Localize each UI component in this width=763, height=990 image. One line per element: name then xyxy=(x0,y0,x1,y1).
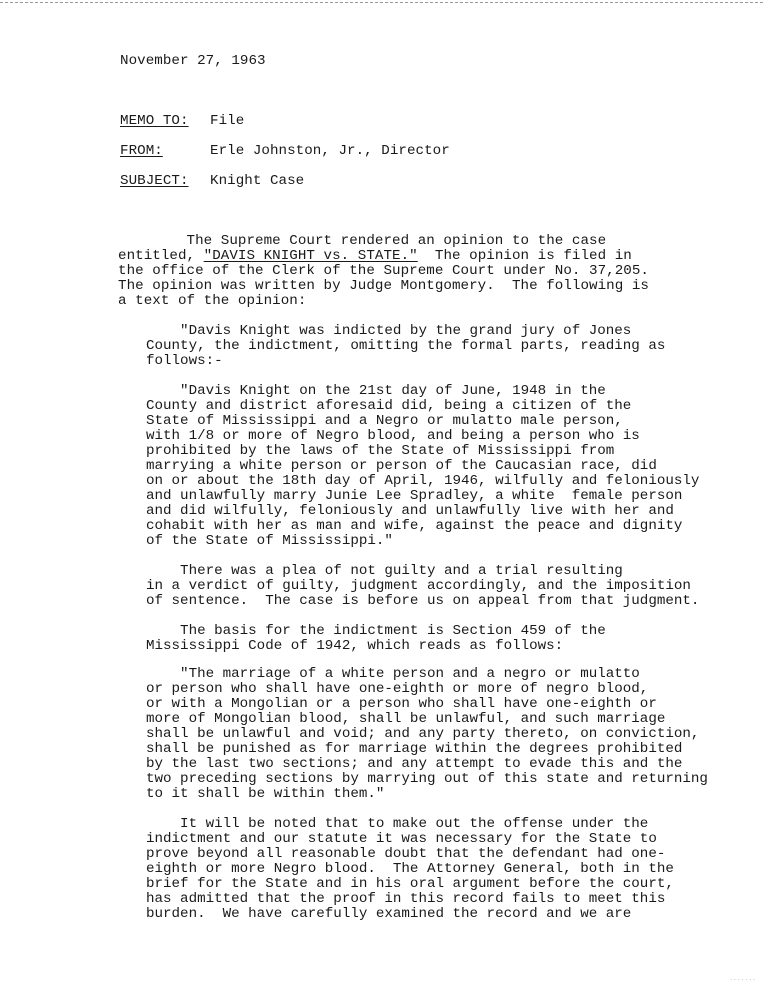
page-top-edge xyxy=(0,2,763,3)
quote-paragraph-1: "Davis Knight was indicted by the grand jury of Jones County, the indictment, omitting the formal parts, reading as follows:- xyxy=(146,323,666,369)
intro-line-1: The Supreme Court rendered an opinion to the case xyxy=(118,233,607,249)
from-label: FROM: xyxy=(120,143,163,159)
intro-line-2 xyxy=(118,249,632,264)
intro-line-5: a text of the opinion: xyxy=(118,293,307,309)
intro-line-3: the office of the Clerk of the Supreme Court under No. 37,205. xyxy=(118,263,649,279)
statute-basis-paragraph: The basis for the indictment is Section 459 of the Mississippi Code of 1942, which reads as follows: xyxy=(146,623,606,654)
quote-indictment-paragraph: "Davis Knight on the 21st day of June, 1948 in the County and district aforesaid did, being a citizen of the State of Mississippi and a Negro or mulatto male person, with 1/8 or more of Negro blood, and being a person who is prohibited by the laws of the State of Mississippi from marrying a white person or person of the Caucasian race, did on or about the 18th day of April, 1946, wilfully and feloniously and unlawfully marry Junie Lee Spradley, a white female person and did wilfully, feloniously and unlawfully live with her and cohabit with her as man and wife, against the peace and dignity of the State of Mississippi." xyxy=(146,383,700,549)
memo-to-value: File xyxy=(210,113,245,129)
intro-line-2-post: The opinion is filed in xyxy=(417,248,632,264)
from-value: Erle Johnston, Jr., Director xyxy=(210,143,450,159)
case-title: "DAVIS KNIGHT vs. STATE." xyxy=(203,248,418,264)
memo-to-label: MEMO TO: xyxy=(120,113,189,129)
analysis-paragraph: It will be noted that to make out the offense under the indictment and our statute it was necessary for the State to prove beyond all reasonable doubt that the defendant had one- eighth or more Negro blood. The Attorney General, both in the brief for the State and in his oral argument before the court, has admitted that the proof in this record fails to meet this burden. We have carefully examined the record and we are xyxy=(146,816,674,922)
memo-date: November 27, 1963 xyxy=(120,53,266,69)
intro-line-4: The opinion was written by Judge Montgomery. The following is xyxy=(118,278,649,294)
subject-label: SUBJECT: xyxy=(120,173,189,189)
statute-quote-paragraph: "The marriage of a white person and a negro or mulatto or person who shall have one-eighth or more of negro blood, or with a Mongolian or a person who shall have one-eighth or more of Mongolian blood, shall be unlawful, and such marriage shall be unlawful and void; and any party thereto, on conviction, shall be punished as for marriage within the degrees prohibited by the last two sections; and any attempt to evade this and the two preceding sections by marrying out of this state and returning to it shall be within them." xyxy=(146,666,708,802)
intro-line-2-pre: entitled, xyxy=(118,248,204,264)
subject-value: Knight Case xyxy=(210,173,305,189)
verdict-paragraph: There was a plea of not guilty and a trial resulting in a verdict of guilty, judgment accordingly, and the imposition of sentence. The case is before us on appeal from that judgment. xyxy=(146,563,700,609)
scan-mark: · · · · · · · xyxy=(730,977,755,984)
